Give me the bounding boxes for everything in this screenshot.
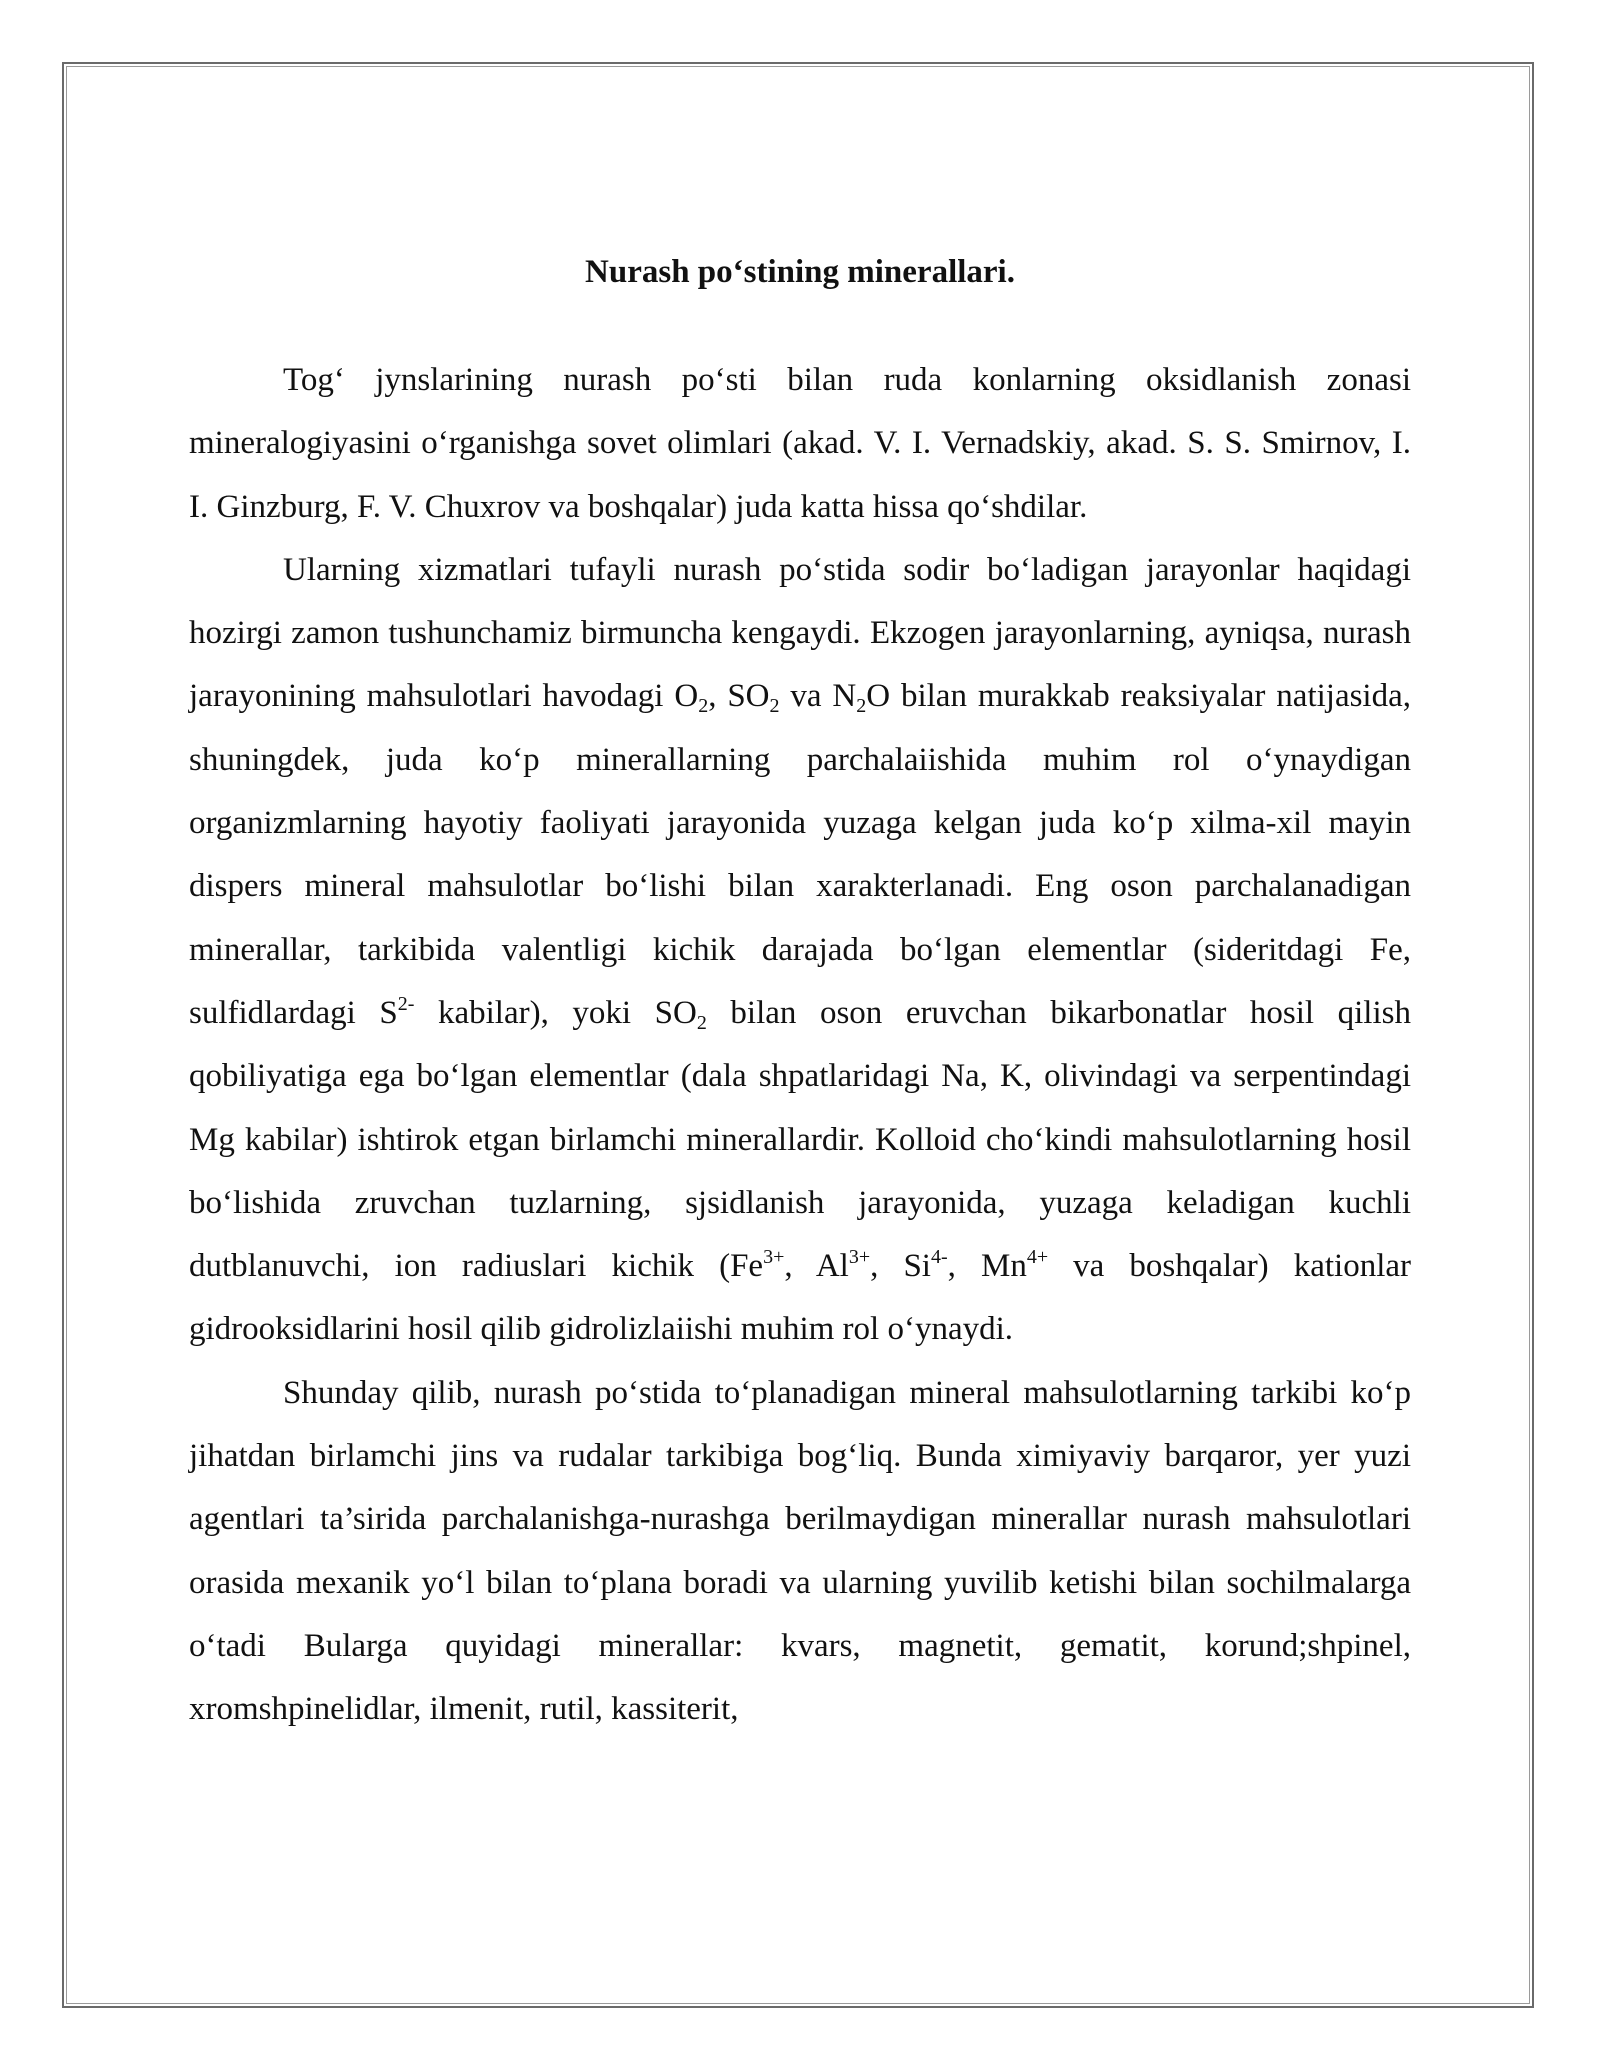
superscript: 4- — [930, 1246, 948, 1269]
subscript: 2 — [769, 695, 780, 718]
paragraph-text: bilan oson eruvchan bikarbonatlar hosil qilish qobiliyatiga ega bo‘lgan elementlar (dala shpatlaridagi Na, K, olivindagi va serpentindagi Mg kabilar) ishtirok etgan birlamchi minerallardir. Kolloid cho‘kindi mahsulotlarning hosil bo‘lishida zruvchan tuzlarning, sjsidlanish jarayonida, yuzaga keladigan kuchli dutblanuvchi, ion radiuslari kichik (Fe — [189, 994, 1411, 1285]
paragraph-2 — [189, 539, 1411, 1362]
paragraph-text: , Mn — [947, 1248, 1027, 1285]
subscript: 2 — [696, 1011, 707, 1034]
superscript: 3+ — [763, 1246, 785, 1269]
paragraph-text: Shunday qilib, nurash po‘stida to‘planadigan mineral mahsulotlarning tarkibi ko‘p jihatdan birlamchi jins va rudalar tarkibiga bog‘liq. Bunda ximiyaviy barqaror, yer yuzi agentlari ta’sirida parchalanishga-nurashga berilmaydigan minerallar nurash mahsulotlari orasida mexanik yo‘l bilan to‘plana boradi va ularning yuvilib ketishi bilan sochilmalarga o‘tadi Bularga quyidagi minerallar: kvars, magnetit, gematit, korund;shpinel, xromshpinelidlar, ilmenit, rutil, kassiterit, — [189, 1374, 1411, 1728]
paragraph-text: Tog‘ jynslarining nurash po‘sti bilan ruda konlarning oksidlanish zonasi mineralogiyasini o‘rganishga sovet olimlari (akad. V. I. Vernadskiy, akad. S. S. Smirnov, I. I. Ginzburg, F. V. Chuxrov va boshqalar) juda katta hissa qo‘shdilar. — [189, 362, 1411, 525]
paragraph-text: va boshqalar) kationlar gidrooksidlarini hosil qilib gidrolizlaiishi muhim rol o‘ynaydi. — [189, 1248, 1412, 1348]
subscript: 2 — [698, 695, 709, 718]
superscript: 2- — [397, 992, 415, 1015]
document-title: Nurash po‘stining minerallari. — [585, 254, 1015, 290]
paragraph-3 — [189, 1362, 1411, 1742]
subscript: 2 — [856, 695, 867, 718]
superscript: 4+ — [1026, 1246, 1049, 1269]
paragraph-text: O bilan murakkab reaksiyalar natijasida, shuningdek, juda ko‘p minerallarning parchalaiishida muhim rol o‘ynaydigan organizmlarning hayotiy faoliyati jarayonida yuzaga kelgan juda ko‘p xilma-xil mayin dispers mineral mahsulotlar bo‘lishi bilan xarakterlanadi. Eng oson parchalanadigan minerallar, tarkibida valentligi kichik darajada bo‘lgan elementlar (sideritdagi Fe, sulfidlardagi S — [189, 678, 1411, 1031]
paragraph-text: , Al — [784, 1248, 849, 1285]
paragraph-text: kabilar), yoki SO — [414, 994, 697, 1031]
paragraph-text: Ularning xizmatlari tufayli nurash po‘stida sodir bo‘ladigan jarayonlar haqidagi hozirgi zamon tushunchamiz birmuncha kengaydi. Ekzogen jarayonlarning, ayniqsa, nurash jarayonining mahsulotlari havodagi O — [189, 551, 1411, 715]
superscript: 3+ — [848, 1246, 871, 1269]
paragraph-1 — [189, 349, 1411, 539]
paragraph-text: va N — [779, 678, 857, 715]
paragraph-text: , SO — [708, 678, 770, 715]
paragraph-text: , Si — [870, 1248, 931, 1285]
document-body — [189, 252, 1411, 1742]
